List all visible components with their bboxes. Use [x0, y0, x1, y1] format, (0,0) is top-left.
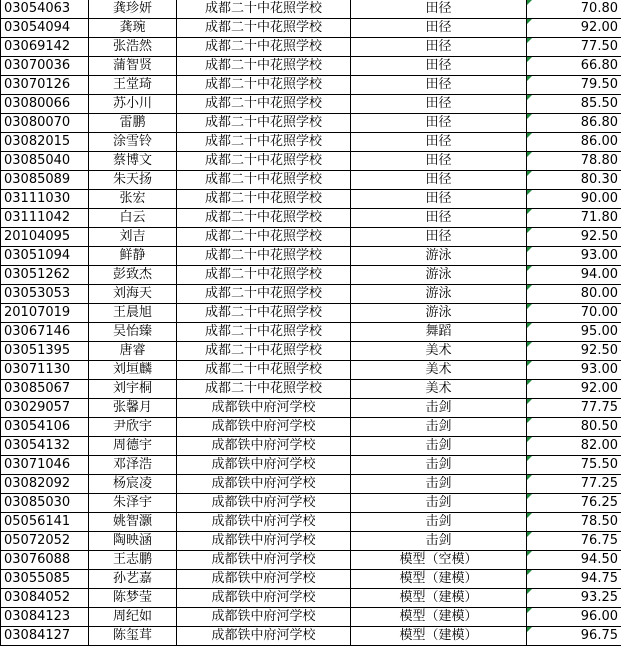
score-cell[interactable]: 96.00 [527, 608, 621, 627]
table-row [1, 266, 621, 285]
student-id-cell[interactable]: 03084123 [1, 608, 89, 627]
student-name-cell[interactable]: 白云 [89, 209, 177, 228]
score-cell[interactable]: 92.50 [527, 228, 621, 247]
table-row [1, 152, 621, 171]
sport-cell[interactable]: 田径 [351, 133, 527, 152]
student-id-cell[interactable]: 05072052 [1, 532, 89, 551]
school-cell[interactable]: 成都二十中花照学校 [177, 342, 351, 361]
table-row [1, 589, 621, 608]
table-row [1, 76, 621, 95]
student-id-cell[interactable]: 03051094 [1, 247, 89, 266]
school-cell[interactable]: 成都铁中府河学校 [177, 437, 351, 456]
sport-cell[interactable]: 田径 [351, 0, 527, 19]
sport-cell[interactable]: 田径 [351, 76, 527, 95]
sport-cell[interactable]: 田径 [351, 114, 527, 133]
student-name-cell[interactable]: 陈梦莹 [89, 589, 177, 608]
student-id-cell[interactable]: 03082092 [1, 475, 89, 494]
score-cell[interactable]: 79.50 [527, 76, 621, 95]
student-name-cell[interactable]: 刘宇桐 [89, 380, 177, 399]
student-id-cell[interactable]: 03070126 [1, 76, 89, 95]
student-id-cell[interactable]: 03085067 [1, 380, 89, 399]
school-cell[interactable]: 成都二十中花照学校 [177, 171, 351, 190]
table-row [1, 513, 621, 532]
table-row [1, 0, 621, 19]
student-id-cell[interactable]: 03082015 [1, 133, 89, 152]
sport-cell[interactable]: 击剑 [351, 399, 527, 418]
school-cell[interactable]: 成都二十中花照学校 [177, 152, 351, 171]
score-cell[interactable]: 90.00 [527, 190, 621, 209]
student-id-cell[interactable]: 05056141 [1, 513, 89, 532]
sport-cell[interactable]: 田径 [351, 38, 527, 57]
school-cell[interactable]: 成都二十中花照学校 [177, 38, 351, 57]
student-name-cell[interactable]: 王晨旭 [89, 304, 177, 323]
table-row [1, 95, 621, 114]
table-row [1, 209, 621, 228]
school-cell[interactable]: 成都二十中花照学校 [177, 361, 351, 380]
student-id-cell[interactable]: 03111042 [1, 209, 89, 228]
sport-cell[interactable]: 击剑 [351, 456, 527, 475]
score-cell[interactable]: 86.80 [527, 114, 621, 133]
score-cell[interactable]: 96.75 [527, 627, 621, 646]
student-id-cell[interactable]: 03085030 [1, 494, 89, 513]
student-name-cell[interactable]: 周纪如 [89, 608, 177, 627]
table-row [1, 570, 621, 589]
school-cell[interactable]: 成都铁中府河学校 [177, 532, 351, 551]
table-row [1, 475, 621, 494]
sport-cell[interactable]: 击剑 [351, 418, 527, 437]
table-body [1, 0, 621, 646]
score-cell[interactable]: 70.00 [527, 304, 621, 323]
student-name-cell[interactable]: 朱泽宇 [89, 494, 177, 513]
table-row [1, 19, 621, 38]
school-cell[interactable]: 成都二十中花照学校 [177, 133, 351, 152]
sport-cell[interactable]: 田径 [351, 152, 527, 171]
sport-cell[interactable]: 田径 [351, 19, 527, 38]
student-id-cell[interactable]: 03054063 [1, 0, 89, 19]
school-cell[interactable]: 成都二十中花照学校 [177, 95, 351, 114]
score-cell[interactable]: 95.00 [527, 323, 621, 342]
sport-cell[interactable]: 美术 [351, 342, 527, 361]
school-cell[interactable]: 成都二十中花照学校 [177, 76, 351, 95]
score-cell[interactable]: 77.50 [527, 38, 621, 57]
student-name-cell[interactable]: 朱天扬 [89, 171, 177, 190]
student-name-cell[interactable]: 雷鹏 [89, 114, 177, 133]
sport-cell[interactable]: 模型（空模） [351, 551, 527, 570]
score-cell[interactable]: 92.50 [527, 342, 621, 361]
score-cell[interactable]: 93.00 [527, 361, 621, 380]
school-cell[interactable]: 成都铁中府河学校 [177, 494, 351, 513]
score-cell[interactable]: 86.00 [527, 133, 621, 152]
school-cell[interactable]: 成都铁中府河学校 [177, 570, 351, 589]
table-row [1, 133, 621, 152]
sport-cell[interactable]: 击剑 [351, 494, 527, 513]
table-row [1, 627, 621, 646]
sport-cell[interactable]: 击剑 [351, 475, 527, 494]
student-name-cell[interactable]: 张宏 [89, 190, 177, 209]
score-cell[interactable]: 93.25 [527, 589, 621, 608]
school-cell[interactable]: 成都二十中花照学校 [177, 114, 351, 133]
sport-cell[interactable]: 游泳 [351, 266, 527, 285]
student-id-cell[interactable]: 03054106 [1, 418, 89, 437]
score-cell[interactable]: 80.30 [527, 171, 621, 190]
table-row [1, 171, 621, 190]
student-id-cell[interactable]: 03080070 [1, 114, 89, 133]
table-row [1, 285, 621, 304]
school-cell[interactable]: 成都铁中府河学校 [177, 475, 351, 494]
school-cell[interactable]: 成都二十中花照学校 [177, 209, 351, 228]
school-cell[interactable]: 成都二十中花照学校 [177, 266, 351, 285]
student-id-cell[interactable]: 20107019 [1, 304, 89, 323]
sport-cell[interactable]: 模型（建模） [351, 627, 527, 646]
table-row [1, 532, 621, 551]
student-name-cell[interactable]: 张浩然 [89, 38, 177, 57]
sport-cell[interactable]: 田径 [351, 57, 527, 76]
table-row [1, 361, 621, 380]
student-name-cell[interactable]: 杨宸凌 [89, 475, 177, 494]
score-cell[interactable]: 66.80 [527, 57, 621, 76]
table-row [1, 114, 621, 133]
table-row [1, 380, 621, 399]
student-id-cell[interactable]: 03076088 [1, 551, 89, 570]
table-row [1, 418, 621, 437]
student-name-cell[interactable]: 尹欣宇 [89, 418, 177, 437]
student-name-cell[interactable]: 吴怡臻 [89, 323, 177, 342]
score-cell[interactable]: 82.00 [527, 437, 621, 456]
sport-cell[interactable]: 美术 [351, 361, 527, 380]
table-row [1, 57, 621, 76]
student-id-cell[interactable]: 03070036 [1, 57, 89, 76]
sport-cell[interactable]: 击剑 [351, 437, 527, 456]
table-row [1, 494, 621, 513]
score-cell[interactable]: 78.80 [527, 152, 621, 171]
score-cell[interactable]: 76.75 [527, 532, 621, 551]
student-name-cell[interactable]: 鲜静 [89, 247, 177, 266]
school-cell[interactable]: 成都二十中花照学校 [177, 247, 351, 266]
student-id-cell[interactable]: 03084052 [1, 589, 89, 608]
student-name-cell[interactable]: 刘海天 [89, 285, 177, 304]
student-id-cell[interactable]: 03055085 [1, 570, 89, 589]
student-id-cell[interactable]: 03111030 [1, 190, 89, 209]
student-name-cell[interactable]: 孙艺嘉 [89, 570, 177, 589]
score-cell[interactable]: 92.00 [527, 19, 621, 38]
table-row [1, 247, 621, 266]
score-cell[interactable]: 80.50 [527, 418, 621, 437]
student-name-cell[interactable]: 周德宇 [89, 437, 177, 456]
sport-cell[interactable]: 游泳 [351, 247, 527, 266]
sport-cell[interactable]: 美术 [351, 380, 527, 399]
school-cell[interactable]: 成都二十中花照学校 [177, 304, 351, 323]
table-row [1, 399, 621, 418]
table-row [1, 190, 621, 209]
school-cell[interactable]: 成都二十中花照学校 [177, 190, 351, 209]
student-id-cell[interactable]: 20104095 [1, 228, 89, 247]
school-cell[interactable]: 成都二十中花照学校 [177, 285, 351, 304]
table-row [1, 323, 621, 342]
table-row [1, 342, 621, 361]
student-name-cell[interactable]: 龚琬 [89, 19, 177, 38]
school-cell[interactable]: 成都铁中府河学校 [177, 551, 351, 570]
school-cell[interactable]: 成都铁中府河学校 [177, 456, 351, 475]
table-row [1, 551, 621, 570]
score-cell[interactable]: 93.00 [527, 247, 621, 266]
table-row [1, 456, 621, 475]
school-cell[interactable]: 成都铁中府河学校 [177, 589, 351, 608]
score-cell[interactable]: 71.80 [527, 209, 621, 228]
student-name-cell[interactable]: 苏小川 [89, 95, 177, 114]
school-cell[interactable]: 成都二十中花照学校 [177, 380, 351, 399]
student-name-cell[interactable]: 唐睿 [89, 342, 177, 361]
student-name-cell[interactable]: 陈玺茸 [89, 627, 177, 646]
sport-cell[interactable]: 击剑 [351, 513, 527, 532]
student-name-cell[interactable]: 张馨月 [89, 399, 177, 418]
student-id-cell[interactable]: 03080066 [1, 95, 89, 114]
student-name-cell[interactable]: 陶映涵 [89, 532, 177, 551]
sport-cell[interactable]: 游泳 [351, 285, 527, 304]
student-id-cell[interactable]: 03071046 [1, 456, 89, 475]
sport-cell[interactable]: 田径 [351, 171, 527, 190]
sport-cell[interactable]: 田径 [351, 190, 527, 209]
sport-cell[interactable]: 舞蹈 [351, 323, 527, 342]
student-name-cell[interactable]: 王堂琦 [89, 76, 177, 95]
sport-cell[interactable]: 模型（建模） [351, 608, 527, 627]
school-cell[interactable]: 成都二十中花照学校 [177, 228, 351, 247]
school-cell[interactable]: 成都二十中花照学校 [177, 19, 351, 38]
student-name-cell[interactable]: 蔡博文 [89, 152, 177, 171]
student-name-cell[interactable]: 彭致杰 [89, 266, 177, 285]
student-id-cell[interactable]: 03071130 [1, 361, 89, 380]
score-cell[interactable]: 77.75 [527, 399, 621, 418]
school-cell[interactable]: 成都铁中府河学校 [177, 399, 351, 418]
school-cell[interactable]: 成都铁中府河学校 [177, 513, 351, 532]
school-cell[interactable]: 成都铁中府河学校 [177, 608, 351, 627]
school-cell[interactable]: 成都二十中花照学校 [177, 323, 351, 342]
school-cell[interactable]: 成都二十中花照学校 [177, 57, 351, 76]
sport-cell[interactable]: 模型（建模） [351, 589, 527, 608]
school-cell[interactable]: 成都二十中花照学校 [177, 0, 351, 19]
score-cell[interactable]: 78.50 [527, 513, 621, 532]
student-name-cell[interactable]: 刘吉 [89, 228, 177, 247]
score-cell[interactable]: 77.25 [527, 475, 621, 494]
student-id-cell[interactable]: 03067146 [1, 323, 89, 342]
score-cell[interactable]: 85.50 [527, 95, 621, 114]
score-cell[interactable]: 94.00 [527, 266, 621, 285]
school-cell[interactable]: 成都铁中府河学校 [177, 627, 351, 646]
student-name-cell[interactable]: 刘垣麟 [89, 361, 177, 380]
table-row [1, 38, 621, 57]
student-name-cell[interactable]: 涂雪铃 [89, 133, 177, 152]
sport-cell[interactable]: 模型（建模） [351, 570, 527, 589]
table-row [1, 437, 621, 456]
student-id-cell[interactable]: 03051262 [1, 266, 89, 285]
student-name-cell[interactable]: 蒲智贤 [89, 57, 177, 76]
student-id-cell[interactable]: 03085040 [1, 152, 89, 171]
student-id-cell[interactable]: 03053053 [1, 285, 89, 304]
score-cell[interactable]: 80.00 [527, 285, 621, 304]
student-name-cell[interactable]: 邓泽浩 [89, 456, 177, 475]
score-cell[interactable]: 76.25 [527, 494, 621, 513]
table-row [1, 228, 621, 247]
table-row [1, 304, 621, 323]
student-id-cell[interactable]: 03051395 [1, 342, 89, 361]
student-name-cell[interactable]: 姚智灏 [89, 513, 177, 532]
sport-cell[interactable]: 田径 [351, 95, 527, 114]
score-cell[interactable]: 75.50 [527, 456, 621, 475]
sport-cell[interactable]: 游泳 [351, 304, 527, 323]
sport-cell[interactable]: 击剑 [351, 532, 527, 551]
student-id-cell[interactable]: 03069142 [1, 38, 89, 57]
student-id-cell[interactable]: 03084127 [1, 627, 89, 646]
student-id-cell[interactable]: 03085089 [1, 171, 89, 190]
sport-cell[interactable]: 田径 [351, 209, 527, 228]
table-row [1, 608, 621, 627]
score-cell[interactable]: 92.00 [527, 380, 621, 399]
student-id-cell[interactable]: 03029057 [1, 399, 89, 418]
student-id-cell[interactable]: 03054094 [1, 19, 89, 38]
student-name-cell[interactable]: 王志鹏 [89, 551, 177, 570]
score-cell[interactable]: 70.80 [527, 0, 621, 19]
student-id-cell[interactable]: 03054132 [1, 437, 89, 456]
score-cell[interactable]: 94.50 [527, 551, 621, 570]
student-name-cell[interactable]: 龚珍妍 [89, 0, 177, 19]
school-cell[interactable]: 成都铁中府河学校 [177, 418, 351, 437]
score-cell[interactable]: 94.75 [527, 570, 621, 589]
sport-cell[interactable]: 田径 [351, 228, 527, 247]
